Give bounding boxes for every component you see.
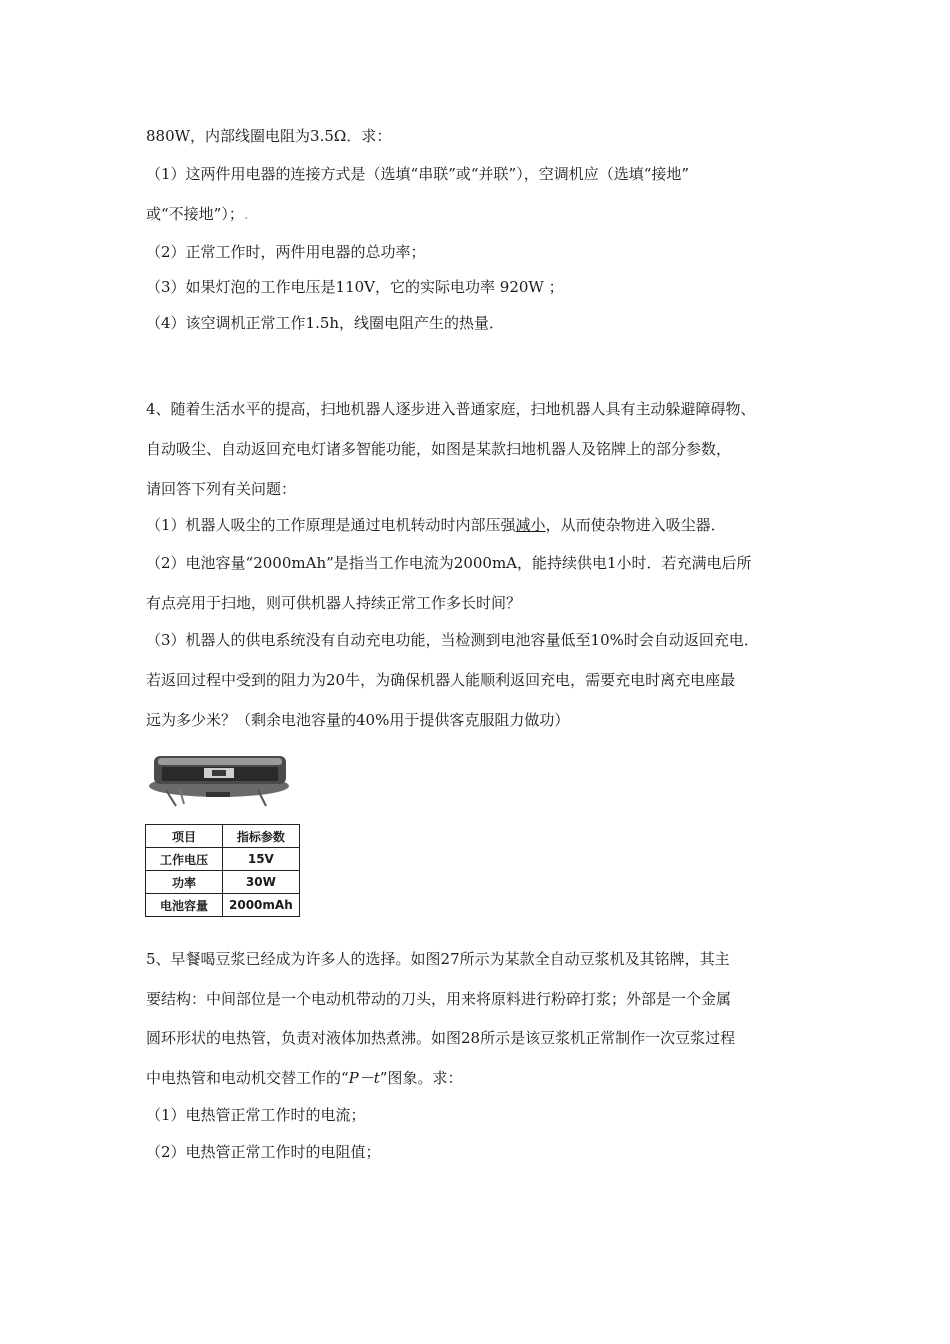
table-row <box>146 871 300 894</box>
table-cell: 功率 <box>146 871 223 894</box>
text-line: 若返回过程中受到的阻力为20牛，为确保机器人能顺利返回充电，需要充电时离充电座最 <box>146 671 736 689</box>
table-cell: 2000mAh <box>223 894 300 917</box>
text-span: 或“不接地”）； <box>146 205 244 223</box>
question-4-part-2: （2）电池容量“2000mAh”是指当工作电流为2000mA，能持续供电1小时．若充满电后所 <box>146 554 752 572</box>
text-span: 中电热管和电动机交替工作的“ <box>146 1069 349 1087</box>
text-line: 880W，内部线圈电阻为3.5Ω．求： <box>146 127 392 145</box>
text-span: （1）机器人吸尘的工作原理是通过电机转动时内部压强 <box>146 516 516 534</box>
table-cell: 电池容量 <box>146 894 223 917</box>
question-3-part-1: （1）这两件用电器的连接方式是（选填“串联”或“并联”），空调机应（选填“接地” <box>146 165 690 183</box>
question-3-part-2: （2）正常工作时，两件用电器的总功率； <box>146 243 426 261</box>
text-line: 要结构：中间部位是一个电动机带动的刀头，用来将原料进行粉碎打浆；外部是一个金属 <box>146 990 732 1008</box>
sweeping-robot-image <box>146 746 292 812</box>
question-5-part-1: （1）电热管正常工作时的电流； <box>146 1106 366 1124</box>
text-line: 请回答下列有关问题： <box>146 480 297 498</box>
question-4-intro: 4、随着生活水平的提高，扫地机器人逐步进入普通家庭，扫地机器人具有主动躲避障碍物、 <box>146 400 756 418</box>
underlined-answer: 减小 <box>515 516 546 534</box>
formula-p-t: P－t <box>348 1069 380 1087</box>
question-4-part-3: （3）机器人的供电系统没有自动充电功能，当检测到电池容量低至10%时会自动返回充电． <box>146 631 759 649</box>
question-5-part-2: （2）电热管正常工作时的电阻值； <box>146 1143 381 1161</box>
question-3-part-4: （4）该空调机正常工作1.5h，线圈电阻产生的热量． <box>146 314 505 332</box>
robot-spec-table <box>145 824 300 917</box>
text-line: 有点亮用于扫地，则可供机器人持续正常工作多长时间？ <box>146 594 522 612</box>
table-cell: 工作电压 <box>146 848 223 871</box>
table-row <box>146 894 300 917</box>
table-cell: 15V <box>223 848 300 871</box>
question-3-part-3: （3）如果灯泡的工作电压是110V，它的实际电功率 920W ； <box>146 278 564 296</box>
table-cell: 30W <box>223 871 300 894</box>
table-row <box>146 848 300 871</box>
table-header-row <box>146 825 300 848</box>
text-line: 远为多少米？（剩余电池容量的40%用于提供客克服阻力做功） <box>146 711 570 729</box>
text-line <box>146 204 249 224</box>
table-header-cell: 指标参数 <box>223 825 300 848</box>
table-header-cell: 项目 <box>146 825 223 848</box>
text-line <box>146 1068 462 1088</box>
text-line: 自动吸尘、自动返回充电灯诸多智能功能，如图是某款扫地机器人及铭牌上的部分参数， <box>146 440 732 458</box>
text-line: 圆环形状的电热管，负责对液体加热煮沸。如图28所示是该豆浆机正常制作一次豆浆过程 <box>146 1029 736 1047</box>
stray-mark: . <box>243 205 249 223</box>
question-4-part-1 <box>146 515 726 535</box>
text-span: ”图象。求： <box>379 1069 463 1087</box>
question-5-intro: 5、早餐喝豆浆已经成为许多人的选择。如图27所示为某款全自动豆浆机及其铭牌，其主 <box>146 950 730 968</box>
text-span: ，从而使杂物进入吸尘器． <box>545 516 726 534</box>
